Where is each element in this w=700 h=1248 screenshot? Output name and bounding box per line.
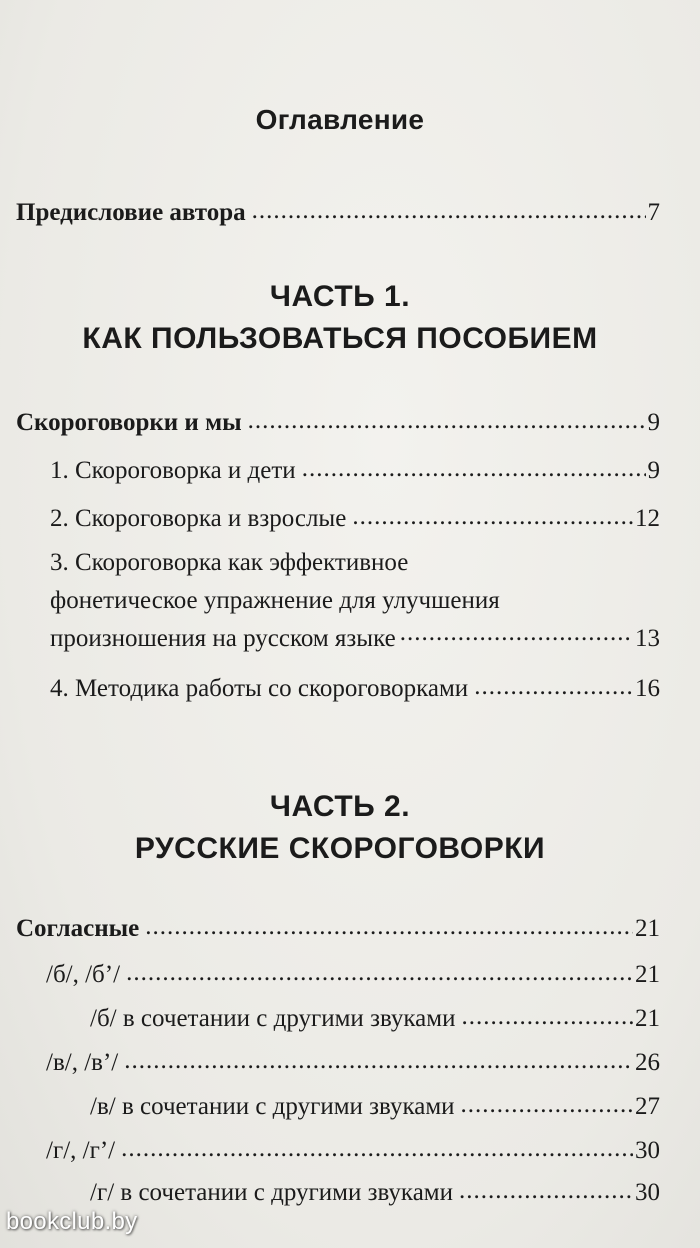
toc-page-number: 7	[647, 199, 660, 226]
toc-entry-label: Предисловие автора	[16, 199, 246, 226]
toc-entry-multiline	[50, 544, 660, 658]
toc-entry	[46, 960, 660, 990]
toc-page-number: 13	[635, 625, 660, 652]
toc-leader-dots	[400, 626, 633, 646]
toc-entry	[90, 1004, 660, 1034]
toc-entry	[50, 674, 660, 704]
toc-entry-label: Согласные	[16, 915, 140, 942]
toc-entry	[50, 504, 660, 534]
toc-page-number: 27	[635, 1093, 660, 1120]
toc-entry	[90, 1178, 660, 1208]
toc-page-number: 30	[635, 1179, 660, 1206]
toc-page-number: 9	[647, 409, 660, 436]
toc-section-skorogovorki	[16, 408, 660, 438]
toc-entry-last-line	[50, 620, 660, 658]
toc-title: Оглавление	[255, 104, 425, 135]
toc-leader-dots	[461, 1094, 633, 1114]
toc-leader-dots	[248, 410, 646, 430]
toc-leader-dots	[126, 962, 633, 982]
toc-entry-label: /б/ в сочетании с другими звуками	[90, 1005, 456, 1032]
toc-entry-label: /г/, /г’/	[46, 1137, 116, 1164]
part2-number: ЧАСТЬ 2.	[269, 790, 411, 823]
toc-entry	[50, 456, 660, 486]
toc-leader-dots	[352, 506, 633, 526]
toc-section-soglasnye	[16, 914, 660, 944]
toc-leader-dots	[474, 676, 633, 696]
toc-entry-label: /б/, /б’/	[46, 961, 121, 988]
toc-entry-label: /в/ в сочетании с другими звуками	[90, 1093, 455, 1120]
toc-page-number: 12	[635, 505, 660, 532]
toc-page-number: 21	[635, 1005, 660, 1032]
site-watermark: bookclub.by	[6, 1208, 138, 1235]
toc-entry-preface	[16, 198, 660, 228]
part1-title: КАК ПОЛЬЗОВАТЬСЯ ПОСОБИЕМ	[82, 322, 598, 355]
toc-entry	[46, 1048, 660, 1078]
part2-title: РУССКИЕ СКОРОГОВОРКИ	[134, 832, 546, 865]
part1-number: ЧАСТЬ 1.	[269, 280, 411, 313]
toc-leader-dots	[145, 916, 633, 936]
toc-entry-label-line: произношения на русском языке	[50, 625, 396, 652]
toc-page-number: 9	[647, 457, 660, 484]
part2-heading	[0, 786, 680, 870]
toc-leader-dots	[302, 458, 646, 478]
toc-page-number: 21	[635, 915, 660, 942]
toc-entry-label: /г/ в сочетании с другими звуками	[90, 1179, 453, 1206]
toc-leader-dots	[121, 1138, 633, 1158]
toc-entry-label-line: 3. Скороговорка как эффективное	[50, 549, 409, 576]
part1-heading	[0, 276, 680, 360]
toc-leader-dots	[124, 1050, 633, 1070]
toc-entry	[46, 1136, 660, 1166]
toc-entry-label: /в/, /в’/	[46, 1049, 119, 1076]
toc-page-number: 30	[635, 1137, 660, 1164]
toc-entry-label: 4. Методика работы со скороговорками	[50, 675, 469, 702]
toc-leader-dots	[459, 1180, 633, 1200]
toc-page-number: 16	[635, 675, 660, 702]
toc-page-number: 21	[635, 961, 660, 988]
toc-page-number: 26	[635, 1049, 660, 1076]
toc-entry-label-line: фонетическое упражнение для улучшения	[50, 587, 500, 614]
toc-entry-label: 1. Скороговорка и дети	[50, 457, 296, 484]
toc-leader-dots	[252, 200, 646, 220]
toc-leader-dots	[461, 1006, 633, 1026]
toc-entry-label: 2. Скороговорка и взрослые	[50, 505, 347, 532]
toc-entry	[90, 1092, 660, 1122]
toc-entry-label: Скороговорки и мы	[16, 409, 242, 436]
